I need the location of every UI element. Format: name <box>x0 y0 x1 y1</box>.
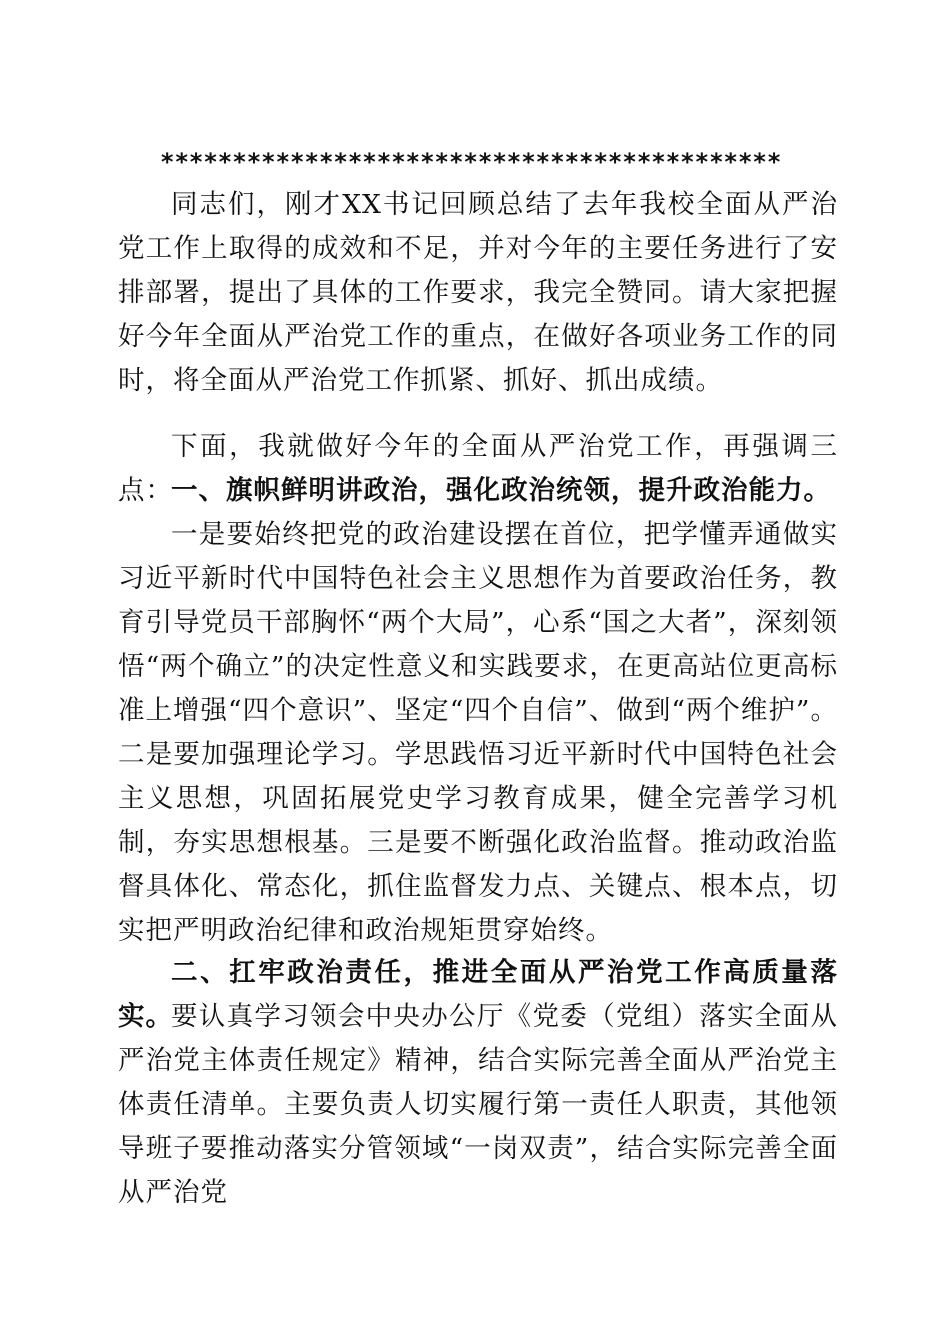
section-1-body: 一是要始终把党的政治建设摆在首位，把学懂弄通做实习近平新时代中国特色社会主义思想作为首要政治任务，教育引导党员干部胸怀“两个大局”，心系“国之大者”，深刻领悟“两个确立”的决定性意义和实践要求，在更高站位更高标准上增强“四个意识”、坚定“四个自信”、做到“两个维护”。二是要加强理论学习。学思践悟习近平新时代中国特色社会主义思想，巩固拓展党史学习教育成果，健全完善学习机制，夯实思想根基。三是要不断强化政治监督。推动政治监督具体化、常态化，抓住监督发力点、关键点、根本点，切实把严明政治纪律和政治规矩贯穿始终。 <box>118 519 838 946</box>
transition-paragraph: 下面，我就做好今年的全面从严治党工作，再强调三点： <box>118 431 838 506</box>
section-2-body: 要认真学习领会中央办公厅《党委（党组）落实全面从严治党主体责任规定》精神，结合实际完善全面从严治党主体责任清单。主要负责人切实履行第一责任人职责，其他领导班子要推动落实分管领域“一岗双责”，结合实际完善全面从严治党 <box>118 1001 838 1208</box>
separator-line: ******************************************* <box>160 148 782 176</box>
intro-paragraph: 同志们，刚才XX书记回顾总结了去年我校全面从严治党工作上取得的成效和不足，并对今年的主要任务进行了安排部署，提出了具体的工作要求，我完全赞同。请大家把握好今年全面从严治党工作的重点，在做好各项业务工作的同时，将全面从严治党工作抓紧、抓好、抓出成绩。 <box>118 189 838 396</box>
section-1-heading: 一、旗帜鲜明讲政治，强化政治统领，提升政治能力。 <box>171 475 831 506</box>
section-2-heading: 二、扛牢政治责任，推进全面从严治党工作高质量落实。 <box>118 957 838 1032</box>
